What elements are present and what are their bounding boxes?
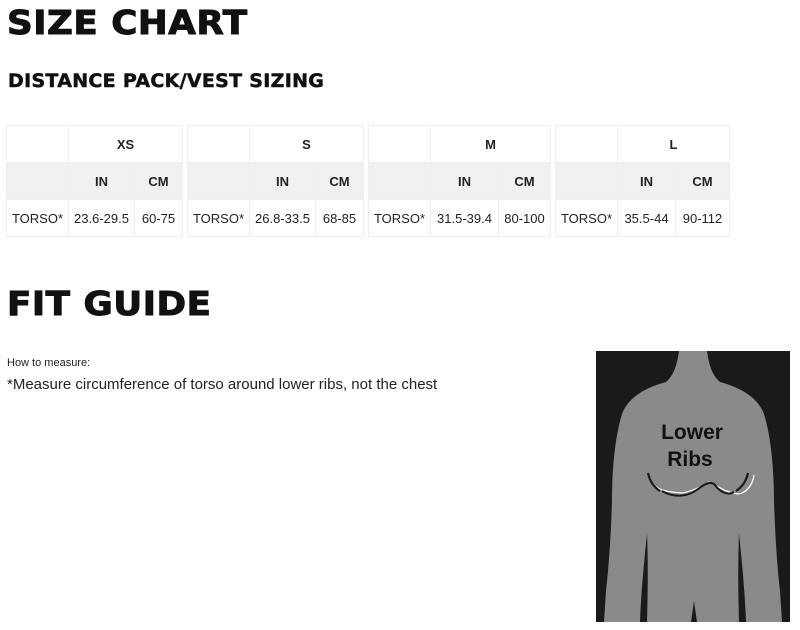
table-corner: [7, 126, 69, 163]
torso-cm-value: 90-112: [676, 200, 730, 237]
size-table-m: [368, 125, 551, 237]
table-corner: [369, 163, 431, 200]
size-table-s: [187, 125, 364, 237]
table-corner: [7, 163, 69, 200]
size-chart-subtitle: DISTANCE PACK/VEST SIZING: [8, 70, 325, 92]
unit-cm-header: CM: [676, 163, 730, 200]
size-name: XS: [69, 126, 183, 163]
torso-in-value: 31.5-39.4: [431, 200, 499, 237]
figure-label-ribs: Ribs: [667, 448, 713, 471]
torso-cm-value: 68-85: [316, 200, 364, 237]
torso-cm-value: 60-75: [135, 200, 183, 237]
torso-cm-value: 80-100: [499, 200, 551, 237]
how-to-measure-label: How to measure:: [7, 357, 91, 369]
table-corner: [188, 163, 250, 200]
unit-cm-header: CM: [135, 163, 183, 200]
torso-in-value: 23.6-29.5: [69, 200, 135, 237]
torso-diagram: [596, 351, 790, 622]
torso-in-value: 35.5-44: [618, 200, 676, 237]
size-chart-title: SIZE CHART: [7, 3, 248, 42]
unit-in-header: IN: [431, 163, 499, 200]
torso-in-value: 26.8-33.5: [250, 200, 316, 237]
table-corner: [369, 126, 431, 163]
fit-guide-title: FIT GUIDE: [7, 284, 212, 323]
size-table-l: [555, 125, 730, 237]
unit-in-header: IN: [618, 163, 676, 200]
unit-in-header: IN: [69, 163, 135, 200]
unit-in-header: IN: [250, 163, 316, 200]
row-label-torso: TORSO*: [188, 200, 250, 237]
table-corner: [556, 163, 618, 200]
row-label-torso: TORSO*: [369, 200, 431, 237]
table-corner: [188, 126, 250, 163]
table-corner: [556, 126, 618, 163]
size-table-xs: [6, 125, 183, 237]
size-name: L: [618, 126, 730, 163]
unit-cm-header: CM: [316, 163, 364, 200]
unit-cm-header: CM: [499, 163, 551, 200]
size-name: M: [431, 126, 551, 163]
measure-instruction: *Measure circumference of torso around lower ribs, not the chest: [7, 376, 438, 393]
size-name: S: [250, 126, 364, 163]
row-label-torso: TORSO*: [556, 200, 618, 237]
row-label-torso: TORSO*: [7, 200, 69, 237]
figure-label-lower: Lower: [661, 421, 723, 444]
